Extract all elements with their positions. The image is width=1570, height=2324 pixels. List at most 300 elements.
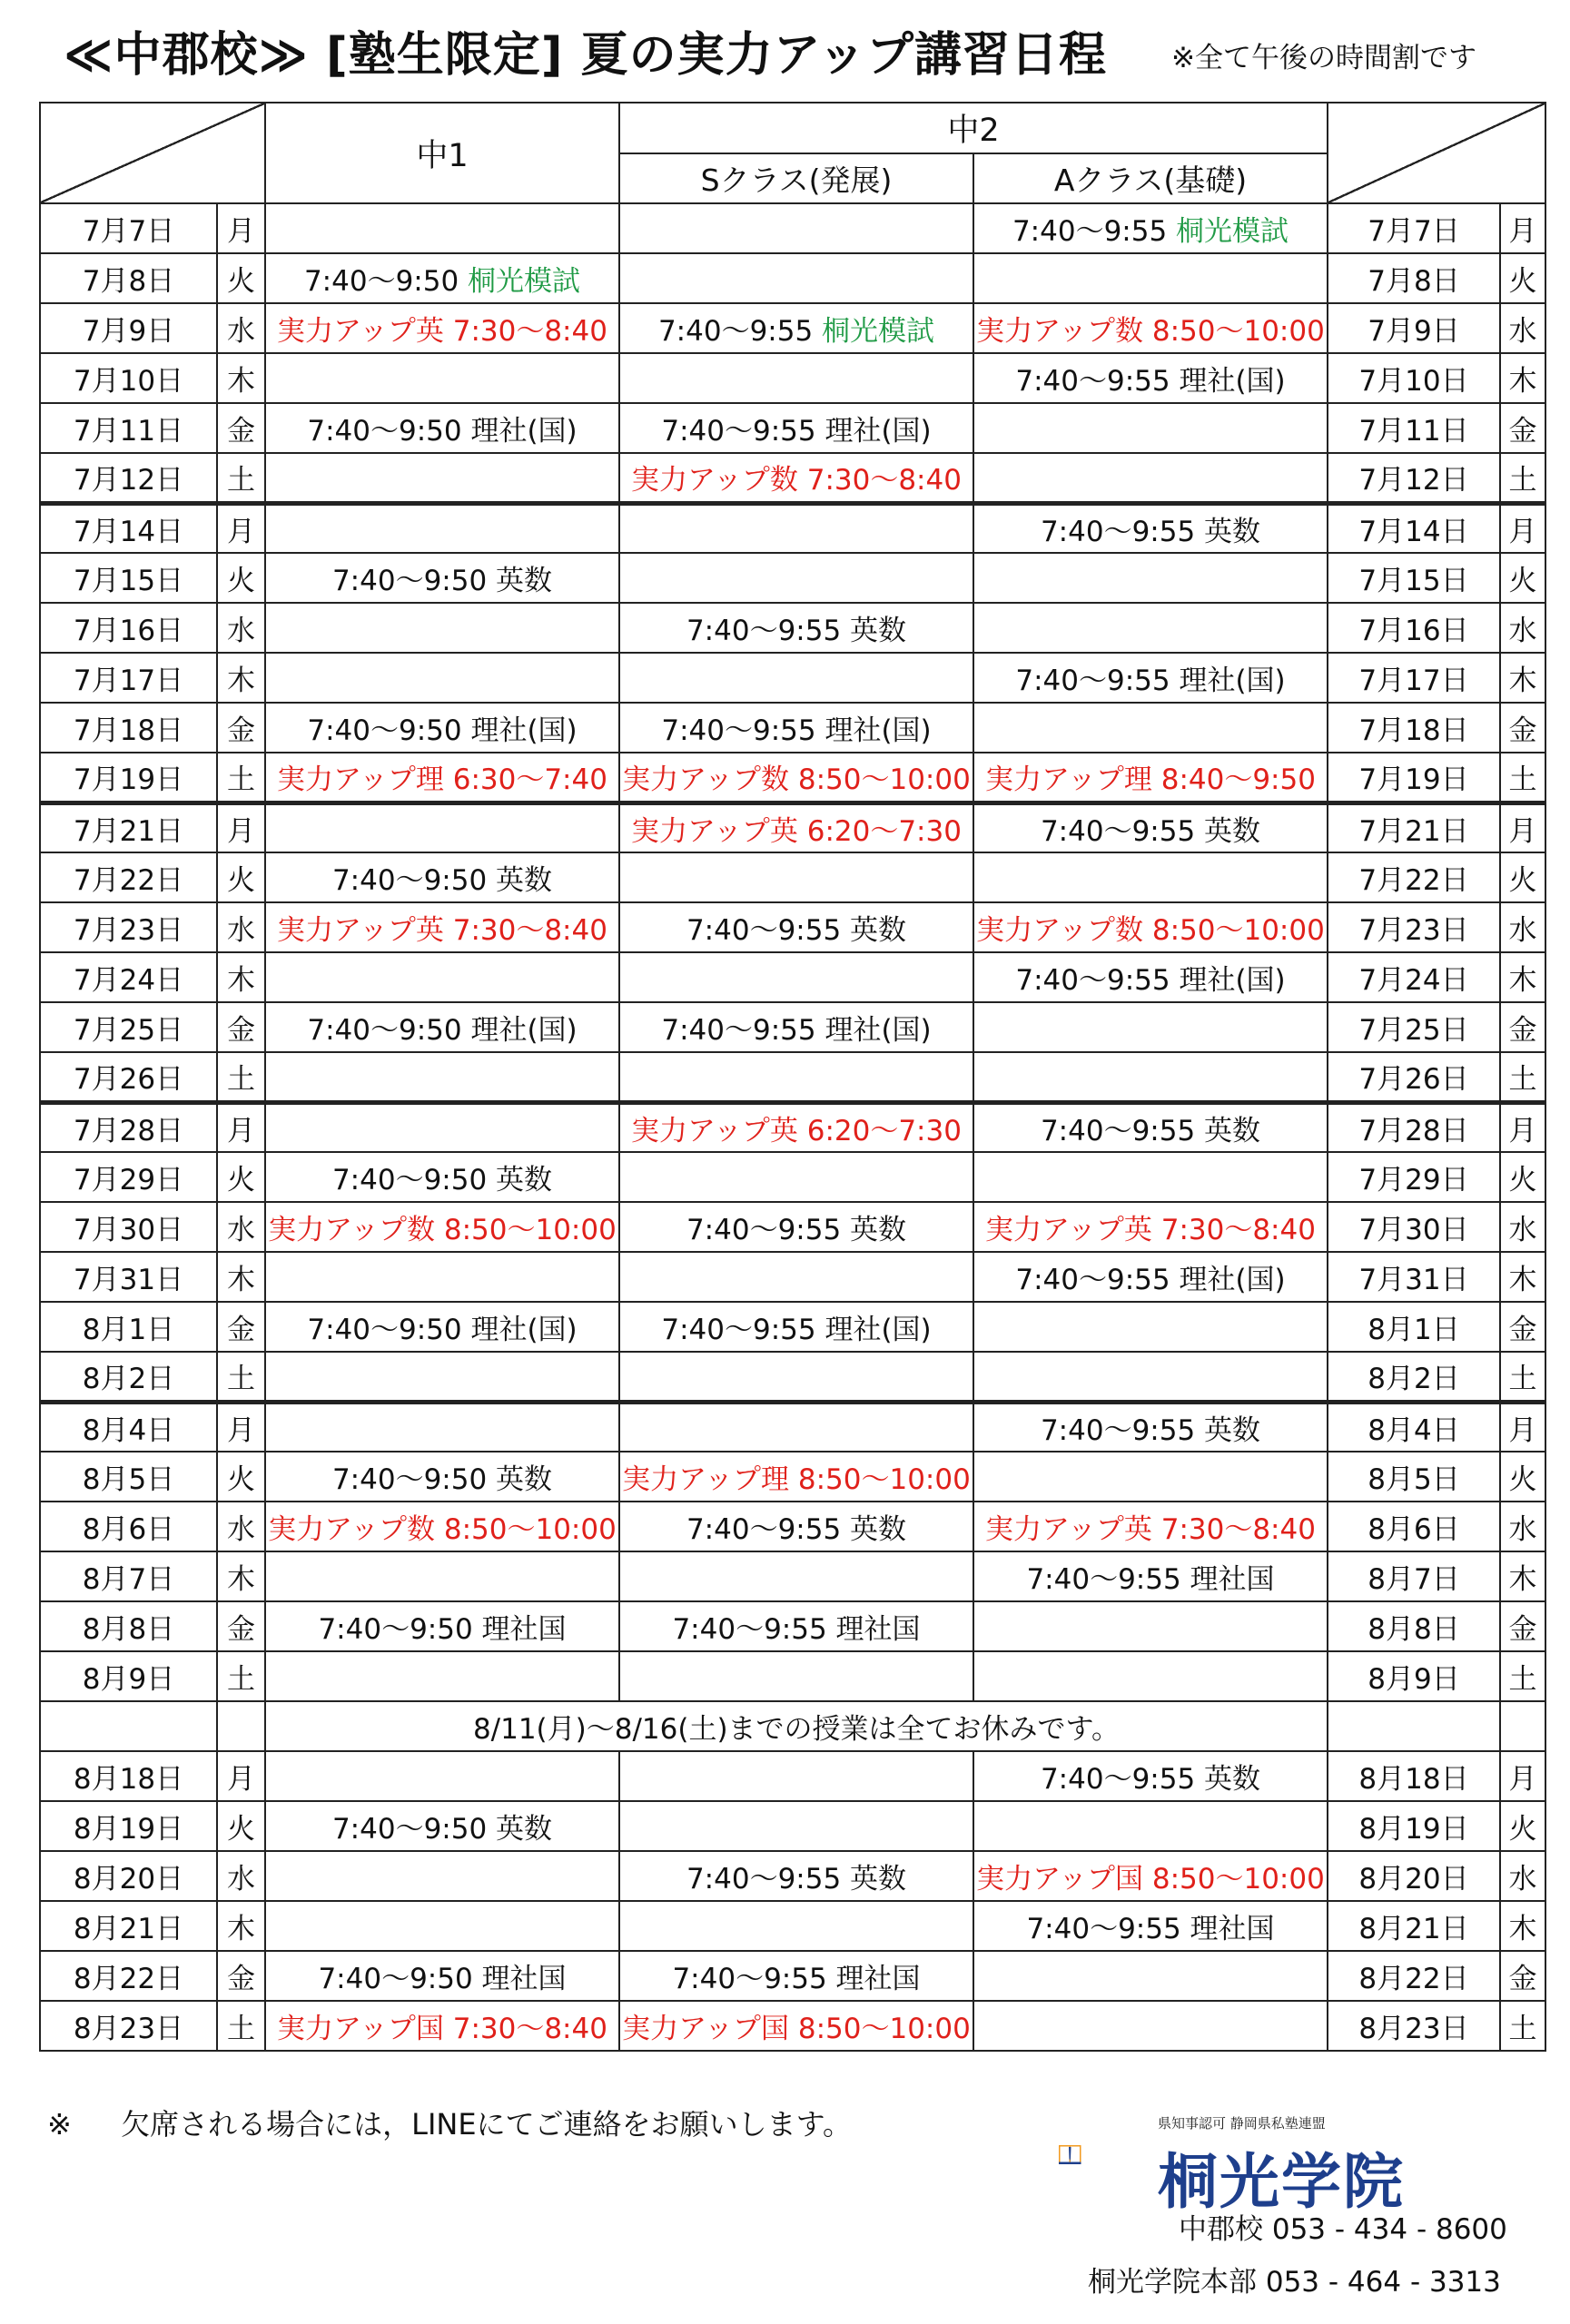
s-class-slot	[619, 1152, 973, 1202]
date-cell-right: 8月4日	[1328, 1402, 1500, 1452]
date-cell-right: 8月2日	[1328, 1352, 1500, 1402]
grade1-slot	[265, 1202, 619, 1252]
a-class-slot	[973, 1302, 1328, 1352]
date-cell-right: 7月14日	[1328, 503, 1500, 553]
a-class-slot	[973, 952, 1328, 1002]
date-cell-right: 8月6日	[1328, 1502, 1500, 1551]
grade1-slot	[265, 1651, 619, 1701]
weekday-cell-right: 水	[1500, 1202, 1545, 1252]
weekday-cell-right: 金	[1500, 1601, 1545, 1651]
grade1-slot	[265, 1601, 619, 1651]
weekday-cell: 火	[217, 553, 265, 603]
a-class-slot	[973, 1052, 1328, 1102]
session-text: 7:40～9:55 理社国	[672, 1963, 921, 1995]
holiday-row	[40, 1701, 1545, 1751]
date-cell: 7月15日	[40, 553, 217, 603]
date-cell-right: 8月22日	[1328, 1951, 1500, 2001]
grade1-slot	[265, 902, 619, 952]
session-text: 実力アップ数 8:50～10:00	[976, 315, 1325, 348]
date-cell-right: 8月23日	[1328, 2001, 1500, 2051]
session-text: 7:40～9:50	[303, 265, 469, 298]
a-class-slot	[973, 852, 1328, 902]
date-cell: 7月24日	[40, 952, 217, 1002]
table-row	[40, 1502, 1545, 1551]
table-row	[40, 952, 1545, 1002]
weekday-cell-right: 月	[1500, 203, 1545, 253]
table-row	[40, 553, 1545, 603]
grade1-slot	[265, 1302, 619, 1352]
grade1-slot	[265, 1352, 619, 1402]
date-cell-right: 7月11日	[1328, 403, 1500, 453]
a-class-slot	[973, 303, 1328, 353]
date-cell: 7月30日	[40, 1202, 217, 1252]
date-cell: 7月17日	[40, 653, 217, 703]
empty-cell	[1328, 1701, 1500, 1751]
s-class-slot	[619, 753, 973, 803]
grade1-slot	[265, 1402, 619, 1452]
grade1-slot	[265, 603, 619, 653]
weekday-cell-right: 金	[1500, 1302, 1545, 1352]
weekday-cell: 火	[217, 1152, 265, 1202]
weekday-cell: 金	[217, 403, 265, 453]
s-class-slot	[619, 1651, 973, 1701]
date-cell: 8月6日	[40, 1502, 217, 1551]
date-cell-right: 8月20日	[1328, 1851, 1500, 1901]
weekday-cell: 木	[217, 1252, 265, 1302]
table-row	[40, 503, 1545, 553]
weekday-cell: 水	[217, 603, 265, 653]
session-text: 7:40～9:55 理社(国)	[1015, 365, 1286, 398]
a-class-slot	[973, 2001, 1328, 2051]
table-row	[40, 1851, 1545, 1901]
a-class-slot	[973, 753, 1328, 803]
weekday-cell-right: 木	[1500, 1551, 1545, 1601]
s-class-slot	[619, 403, 973, 453]
date-cell: 7月31日	[40, 1252, 217, 1302]
table-row	[40, 1002, 1545, 1052]
s-class-slot	[619, 1951, 973, 2001]
logo-subtitle: 県知事認可 静岡県私塾連盟	[1158, 2115, 1326, 2132]
weekday-cell-right: 水	[1500, 1851, 1545, 1901]
weekday-cell-right: 金	[1500, 1002, 1545, 1052]
empty-cell	[217, 1701, 265, 1751]
holiday-notice: 8/11(月)～8/16(土)までの授業は全てお休みです。	[265, 1701, 1328, 1751]
a-class-slot	[973, 253, 1328, 303]
date-cell-right: 7月23日	[1328, 902, 1500, 952]
s-class-slot	[619, 1052, 973, 1102]
weekday-cell: 水	[217, 1851, 265, 1901]
grade1-slot	[265, 1002, 619, 1052]
weekday-cell-right: 木	[1500, 952, 1545, 1002]
weekday-cell-right: 火	[1500, 1152, 1545, 1202]
session-text: 実力アップ英 7:30～8:40	[277, 315, 607, 348]
grade1-slot	[265, 753, 619, 803]
grade1-slot	[265, 1102, 619, 1152]
s-class-slot	[619, 553, 973, 603]
table-row	[40, 1751, 1545, 1801]
session-text: 7:40～9:50 理社国	[318, 1613, 567, 1646]
s-class-slot	[619, 952, 973, 1002]
empty-cell	[40, 1701, 217, 1751]
date-cell: 7月12日	[40, 453, 217, 503]
weekday-cell-right: 木	[1500, 353, 1545, 403]
s-class-slot	[619, 1551, 973, 1601]
grade1-slot	[265, 303, 619, 353]
date-cell: 7月14日	[40, 503, 217, 553]
session-text: 7:40～9:55	[1012, 215, 1177, 248]
weekday-cell: 月	[217, 803, 265, 852]
weekday-cell: 木	[217, 653, 265, 703]
grade1-slot	[265, 852, 619, 902]
s-class-slot	[619, 1202, 973, 1252]
corner-cell-left	[40, 103, 265, 203]
session-text: 実力アップ数 8:50～10:00	[268, 1214, 617, 1246]
date-cell-right: 7月30日	[1328, 1202, 1500, 1252]
grade1-slot	[265, 952, 619, 1002]
table-row	[40, 403, 1545, 453]
date-cell-right: 7月28日	[1328, 1102, 1500, 1152]
table-row	[40, 1651, 1545, 1701]
header-a-class: Aクラス(基礎)	[973, 153, 1328, 203]
weekday-cell-right: 水	[1500, 603, 1545, 653]
weekday-cell: 水	[217, 902, 265, 952]
date-cell-right: 7月25日	[1328, 1002, 1500, 1052]
weekday-cell-right: 火	[1500, 553, 1545, 603]
session-text: 実力アップ数 8:50～10:00	[268, 1513, 617, 1546]
weekday-cell: 月	[217, 1751, 265, 1801]
a-class-slot	[973, 1901, 1328, 1951]
s-class-slot	[619, 1302, 973, 1352]
schedule-table	[39, 102, 1546, 2052]
grade1-slot	[265, 203, 619, 253]
session-text: 実力アップ理 8:40～9:50	[985, 763, 1316, 797]
header-grade1: 中1	[265, 103, 619, 203]
date-cell: 7月29日	[40, 1152, 217, 1202]
contact-headquarters: 桐光学院本部 053 - 464 - 3313	[1088, 2266, 1501, 2299]
logo-name: 桐光学院	[1158, 2147, 1405, 2217]
date-cell-right: 8月7日	[1328, 1551, 1500, 1601]
s-class-slot	[619, 1901, 973, 1951]
s-class-slot	[619, 2001, 973, 2051]
a-class-slot	[973, 1651, 1328, 1701]
grade1-slot	[265, 1851, 619, 1901]
grade1-slot	[265, 653, 619, 703]
table-row	[40, 1551, 1545, 1601]
a-class-slot	[973, 1352, 1328, 1402]
table-row	[40, 1601, 1545, 1651]
session-text: 7:40～9:55 理社(国)	[661, 714, 932, 747]
weekday-cell-right: 土	[1500, 1052, 1545, 1102]
title-note: ※全て午後の時間割です	[1171, 42, 1476, 74]
table-row	[40, 1352, 1545, 1402]
session-text: 7:40～9:55 英数	[686, 615, 907, 647]
a-class-slot	[973, 1601, 1328, 1651]
a-class-slot	[973, 1202, 1328, 1252]
footer-note	[47, 2102, 852, 2143]
session-text: 実力アップ国 8:50～10:00	[622, 2013, 971, 2045]
table-row	[40, 902, 1545, 952]
s-class-slot	[619, 1002, 973, 1052]
a-class-slot	[973, 902, 1328, 952]
session-text: 実力アップ国 8:50～10:00	[976, 1863, 1325, 1896]
table-row	[40, 703, 1545, 753]
weekday-cell: 木	[217, 353, 265, 403]
a-class-slot	[973, 1402, 1328, 1452]
session-text: 7:40～9:50 英数	[331, 1463, 553, 1496]
weekday-cell-right: 火	[1500, 253, 1545, 303]
grade1-slot	[265, 1052, 619, 1102]
date-cell: 8月22日	[40, 1951, 217, 2001]
date-cell: 7月21日	[40, 803, 217, 852]
session-text: 7:40～9:50 理社(国)	[307, 415, 578, 448]
s-class-slot	[619, 1502, 973, 1551]
weekday-cell: 火	[217, 1452, 265, 1502]
weekday-cell-right: 土	[1500, 1651, 1545, 1701]
grade1-slot	[265, 353, 619, 403]
session-text: 7:40～9:55 理社(国)	[661, 415, 932, 448]
s-class-slot	[619, 902, 973, 952]
date-cell-right: 7月24日	[1328, 952, 1500, 1002]
s-class-slot	[619, 253, 973, 303]
weekday-cell-right: 月	[1500, 803, 1545, 852]
grade1-slot	[265, 403, 619, 453]
table-row	[40, 1452, 1545, 1502]
weekday-cell-right: 火	[1500, 1452, 1545, 1502]
weekday-cell-right: 木	[1500, 1252, 1545, 1302]
table-row	[40, 653, 1545, 703]
date-cell: 7月18日	[40, 703, 217, 753]
session-text: 実力アップ英 6:20～7:30	[631, 1114, 962, 1147]
session-text: 7:40～9:50 英数	[331, 1164, 553, 1196]
contact-branch: 中郡校 053 - 434 - 8600	[1179, 2213, 1507, 2246]
s-class-slot	[619, 603, 973, 653]
weekday-cell: 金	[217, 1951, 265, 2001]
header-grade2: 中2	[619, 103, 1328, 153]
a-class-slot	[973, 703, 1328, 753]
date-cell: 8月7日	[40, 1551, 217, 1601]
session-text: 実力アップ数 8:50～10:00	[976, 914, 1325, 947]
date-cell: 7月7日	[40, 203, 217, 253]
session-text: 7:40～9:55 理社(国)	[1015, 665, 1286, 697]
date-cell: 7月28日	[40, 1102, 217, 1152]
date-cell-right: 7月8日	[1328, 253, 1500, 303]
session-text: 7:40～9:55 理社(国)	[661, 1014, 932, 1047]
weekday-cell: 土	[217, 753, 265, 803]
table-row	[40, 453, 1545, 503]
date-cell-right: 8月1日	[1328, 1302, 1500, 1352]
weekday-cell: 月	[217, 1102, 265, 1152]
empty-cell	[1500, 1701, 1545, 1751]
a-class-slot	[973, 453, 1328, 503]
s-class-slot	[619, 703, 973, 753]
date-cell: 8月23日	[40, 2001, 217, 2051]
table-row	[40, 1801, 1545, 1851]
date-cell: 7月16日	[40, 603, 217, 653]
table-row	[40, 353, 1545, 403]
session-text: 7:40～9:55 英数	[686, 1214, 907, 1246]
s-class-slot	[619, 203, 973, 253]
session-text: 実力アップ英 7:30～8:40	[985, 1214, 1316, 1246]
weekday-cell-right: 月	[1500, 1751, 1545, 1801]
weekday-cell-right: 土	[1500, 2001, 1545, 2051]
weekday-cell-right: 月	[1500, 1402, 1545, 1452]
session-text: 7:40～9:55	[657, 315, 823, 348]
a-class-slot	[973, 1152, 1328, 1202]
a-class-slot	[973, 603, 1328, 653]
s-class-slot	[619, 1402, 973, 1452]
date-cell-right: 8月5日	[1328, 1452, 1500, 1502]
a-class-slot	[973, 403, 1328, 453]
weekday-cell-right: 月	[1500, 1102, 1545, 1152]
session-text: 7:40～9:55 理社(国)	[661, 1314, 932, 1346]
date-cell-right: 7月9日	[1328, 303, 1500, 353]
a-class-slot	[973, 353, 1328, 403]
table-row	[40, 603, 1545, 653]
date-cell: 7月25日	[40, 1002, 217, 1052]
date-cell: 7月19日	[40, 753, 217, 803]
grade1-slot	[265, 1801, 619, 1851]
session-text: 実力アップ英 7:30～8:40	[277, 914, 607, 947]
weekday-cell-right: 木	[1500, 653, 1545, 703]
date-cell: 7月10日	[40, 353, 217, 403]
grade1-slot	[265, 1452, 619, 1502]
s-class-slot	[619, 503, 973, 553]
table-row	[40, 203, 1545, 253]
grade1-slot	[265, 1551, 619, 1601]
weekday-cell-right: 木	[1500, 1901, 1545, 1951]
weekday-cell: 木	[217, 1901, 265, 1951]
weekday-cell: 土	[217, 2001, 265, 2051]
weekday-cell: 土	[217, 1352, 265, 1402]
table-row	[40, 1052, 1545, 1102]
weekday-cell-right: 水	[1500, 1502, 1545, 1551]
date-cell-right: 7月31日	[1328, 1252, 1500, 1302]
a-class-slot	[973, 203, 1328, 253]
session-text: 7:40～9:55 英数	[1040, 814, 1261, 848]
s-class-slot	[619, 803, 973, 852]
weekday-cell: 月	[217, 203, 265, 253]
grade1-slot	[265, 1751, 619, 1801]
date-cell-right: 7月17日	[1328, 653, 1500, 703]
session-text: 7:40～9:50 英数	[331, 1813, 553, 1846]
date-cell: 8月21日	[40, 1901, 217, 1951]
date-cell: 7月23日	[40, 902, 217, 952]
session-text: 7:40～9:55 英数	[1040, 1763, 1261, 1796]
date-cell: 8月19日	[40, 1801, 217, 1851]
date-cell: 7月9日	[40, 303, 217, 353]
weekday-cell: 土	[217, 453, 265, 503]
session-text: 7:40～9:50 理社(国)	[307, 1014, 578, 1047]
session-text: 実力アップ理 8:50～10:00	[622, 1463, 971, 1496]
mock-exam-label: 桐光模試	[822, 315, 935, 348]
weekday-cell-right: 火	[1500, 1801, 1545, 1851]
date-cell: 8月9日	[40, 1651, 217, 1701]
table-row	[40, 1302, 1545, 1352]
weekday-cell: 火	[217, 1801, 265, 1851]
weekday-cell-right: 月	[1500, 503, 1545, 553]
a-class-slot	[973, 803, 1328, 852]
weekday-cell-right: 金	[1500, 1951, 1545, 2001]
table-row	[40, 1202, 1545, 1252]
grade1-slot	[265, 2001, 619, 2051]
s-class-slot	[619, 852, 973, 902]
grade1-slot	[265, 1951, 619, 2001]
date-cell-right: 7月26日	[1328, 1052, 1500, 1102]
a-class-slot	[973, 503, 1328, 553]
weekday-cell: 水	[217, 303, 265, 353]
a-class-slot	[973, 1002, 1328, 1052]
date-cell-right: 8月21日	[1328, 1901, 1500, 1951]
a-class-slot	[973, 1951, 1328, 2001]
date-cell: 7月11日	[40, 403, 217, 453]
date-cell: 8月4日	[40, 1402, 217, 1452]
date-cell-right: 8月18日	[1328, 1751, 1500, 1801]
weekday-cell: 火	[217, 253, 265, 303]
table-row	[40, 852, 1545, 902]
weekday-cell-right: 土	[1500, 453, 1545, 503]
weekday-cell-right: 金	[1500, 403, 1545, 453]
date-cell-right: 8月19日	[1328, 1801, 1500, 1851]
footer-note-text: 欠席される場合には，LINEにてご連絡をお願いします。	[121, 2107, 853, 2142]
a-class-slot	[973, 653, 1328, 703]
date-cell-right: 7月10日	[1328, 353, 1500, 403]
date-cell-right: 7月29日	[1328, 1152, 1500, 1202]
session-text: 実力アップ数 7:30～8:40	[631, 464, 962, 497]
session-text: 実力アップ数 8:50～10:00	[622, 763, 971, 797]
corner-cell-right	[1328, 103, 1545, 203]
s-class-slot	[619, 1751, 973, 1801]
session-text: 7:40～9:50 理社国	[318, 1963, 567, 1995]
table-row	[40, 1951, 1545, 2001]
date-cell: 7月22日	[40, 852, 217, 902]
session-text: 7:40～9:55 英数	[1040, 1413, 1261, 1447]
table-row	[40, 1252, 1545, 1302]
a-class-slot	[973, 1801, 1328, 1851]
table-row	[40, 303, 1545, 353]
a-class-slot	[973, 553, 1328, 603]
date-cell-right: 8月9日	[1328, 1651, 1500, 1701]
weekday-cell: 木	[217, 1551, 265, 1601]
table-row	[40, 1402, 1545, 1452]
date-cell: 8月18日	[40, 1751, 217, 1801]
table-row	[40, 1102, 1545, 1152]
date-cell: 8月2日	[40, 1352, 217, 1402]
date-cell: 8月8日	[40, 1601, 217, 1651]
s-class-slot	[619, 303, 973, 353]
weekday-cell-right: 土	[1500, 1352, 1545, 1402]
session-text: 7:40～9:55 英数	[686, 914, 907, 947]
weekday-cell: 月	[217, 503, 265, 553]
date-cell: 7月26日	[40, 1052, 217, 1102]
weekday-cell: 土	[217, 1052, 265, 1102]
date-cell-right: 7月19日	[1328, 753, 1500, 803]
a-class-slot	[973, 1751, 1328, 1801]
grade1-slot	[265, 1152, 619, 1202]
a-class-slot	[973, 1851, 1328, 1901]
s-class-slot	[619, 453, 973, 503]
grade1-slot	[265, 1252, 619, 1302]
date-cell-right: 7月7日	[1328, 203, 1500, 253]
s-class-slot	[619, 1252, 973, 1302]
session-text: 7:40～9:50 英数	[331, 565, 553, 597]
s-class-slot	[619, 1452, 973, 1502]
session-text: 7:40～9:55 英数	[1040, 1114, 1261, 1147]
table-row	[40, 253, 1545, 303]
grade1-slot	[265, 1502, 619, 1551]
grade1-slot	[265, 553, 619, 603]
session-text: 7:40～9:55 理社(国)	[1015, 964, 1286, 997]
weekday-cell-right: 土	[1500, 753, 1545, 803]
